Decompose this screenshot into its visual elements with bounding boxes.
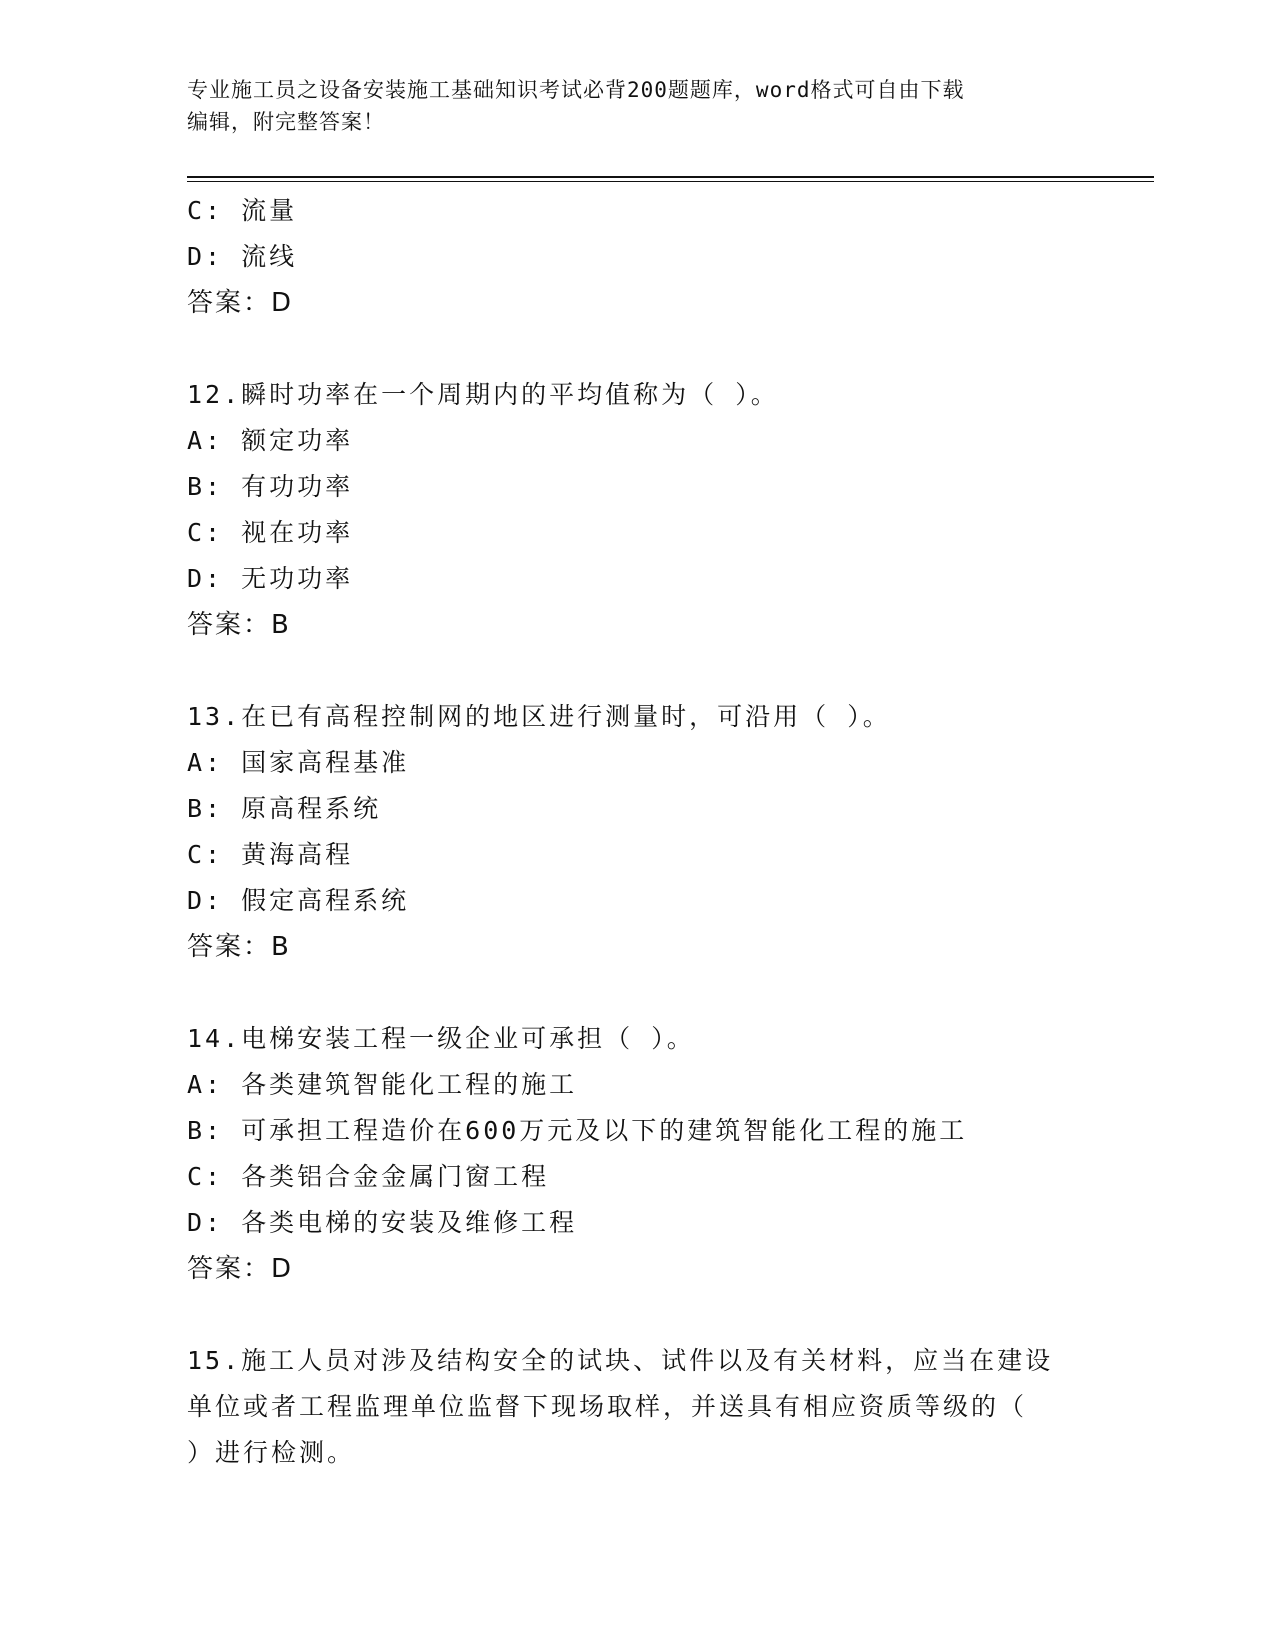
option-b: B: 原高程系统: [187, 794, 382, 823]
question-stem: 14.电梯安装工程一级企业可承担（ ）。: [187, 1024, 695, 1053]
question-stem-line2: 单位或者工程监理单位监督下现场取样，并送具有相应资质等级的（: [187, 1392, 1028, 1421]
answer-label: 答案：B: [187, 610, 291, 640]
question-stem-line1: 15.施工人员对涉及结构安全的试块、试件以及有关材料，应当在建设: [187, 1346, 1054, 1375]
option-a: A: 国家高程基准: [187, 748, 410, 777]
answer-label: 答案：B: [187, 932, 291, 962]
header-divider-thick: [187, 176, 1154, 178]
option-a: A: 额定功率: [187, 426, 354, 455]
option-b: B: 有功功率: [187, 472, 354, 501]
document-header: [187, 74, 1067, 138]
question-stem-line3: ）进行检测。: [187, 1438, 356, 1467]
question-stem: 12.瞬时功率在一个周期内的平均值称为（ ）。: [187, 380, 779, 409]
option-c: C: 流量: [187, 196, 298, 225]
option-d: D: 假定高程系统: [187, 886, 410, 915]
spacer: [187, 970, 1087, 1016]
header-title-line1: 专业施工员之设备安装施工基础知识考试必背200题题库，word格式可自由下载: [187, 78, 965, 102]
answer-label: 答案：D: [187, 288, 294, 318]
header-title-line2: 编辑，附完整答案！: [187, 110, 385, 134]
option-a: A: 各类建筑智能化工程的施工: [187, 1070, 578, 1099]
option-c: C: 各类铝合金金属门窗工程: [187, 1162, 550, 1191]
question-stem: 13.在已有高程控制网的地区进行测量时，可沿用（ ）。: [187, 702, 891, 731]
option-c: C: 视在功率: [187, 518, 354, 547]
question-14: [187, 1016, 1087, 1292]
question-13: [187, 694, 1087, 970]
question-11-partial: [187, 188, 1087, 326]
spacer: [187, 326, 1087, 372]
spacer: [187, 1292, 1087, 1338]
question-list: [187, 188, 1087, 1476]
question-12: [187, 372, 1087, 648]
option-c: C: 黄海高程: [187, 840, 354, 869]
option-d: D: 流线: [187, 242, 298, 271]
header-divider-thin: [187, 181, 1154, 182]
option-d: D: 无功功率: [187, 564, 354, 593]
answer-label: 答案：D: [187, 1254, 294, 1284]
option-d: D: 各类电梯的安装及维修工程: [187, 1208, 578, 1237]
question-15: [187, 1338, 1087, 1476]
spacer: [187, 648, 1087, 694]
option-b: B: 可承担工程造价在600万元及以下的建筑智能化工程的施工: [187, 1116, 968, 1145]
